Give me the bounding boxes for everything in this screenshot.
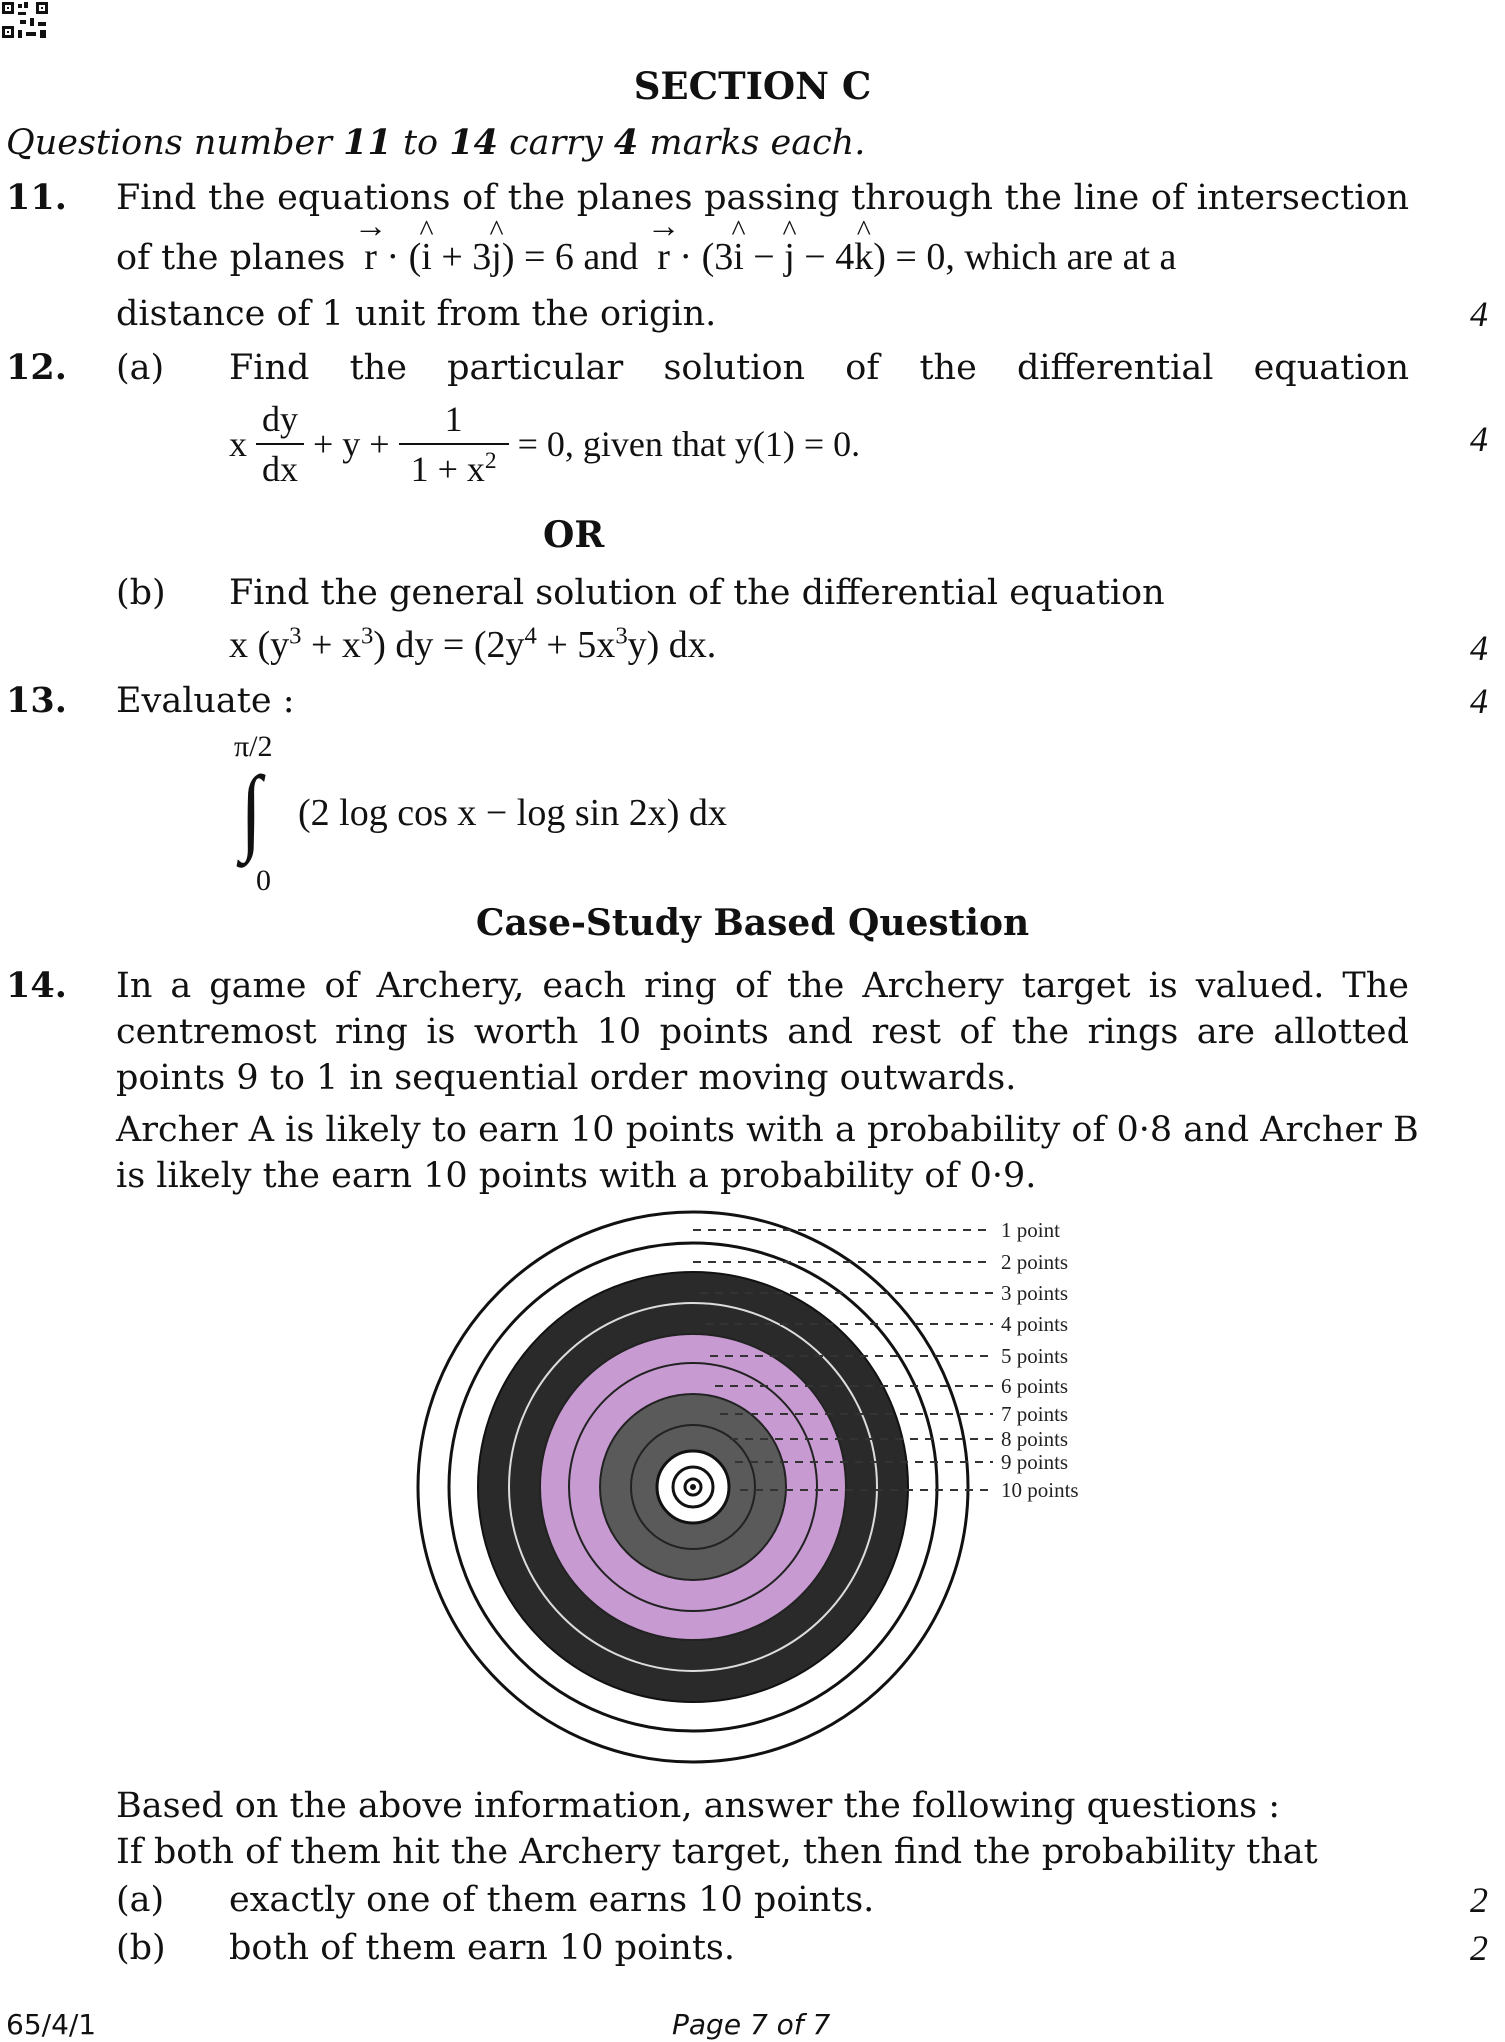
instructions-post: marks each. xyxy=(638,123,866,163)
q11-line-1: Find the equations of the planes passing through the line of intersection xyxy=(116,178,1409,218)
section-instructions xyxy=(6,120,865,166)
q11-line2-pre: of the planes xyxy=(116,238,346,278)
fraction-denominator xyxy=(399,445,509,493)
qr-code-icon xyxy=(0,0,52,42)
q14-p1-line-1: In a game of Archery, each ring of the Archery target is valued. The xyxy=(116,966,1409,1006)
vector-r-1: → r xyxy=(364,234,377,280)
fraction-dx: dx xyxy=(262,449,298,489)
or-separator: OR xyxy=(543,514,605,556)
q11-p1-open: ( xyxy=(408,236,422,278)
q13-text: Evaluate : xyxy=(116,681,295,721)
target-label-8: 8 points xyxy=(1001,1427,1069,1451)
q11-p2-minus: − xyxy=(743,236,785,278)
q11-p2-minus4: − 4 xyxy=(794,236,855,278)
q11-p1-mid: + 3 xyxy=(431,236,492,278)
q12b-marks: 4 xyxy=(1470,628,1488,668)
b-eq-5: y) dx. xyxy=(627,624,717,666)
eq-plus-y: + y + xyxy=(313,424,390,464)
fraction-numerator-1: 1 xyxy=(399,395,509,445)
target-label-1: 1 point xyxy=(1001,1218,1060,1242)
q13-marks: 4 xyxy=(1470,681,1488,721)
q14b-label: (b) xyxy=(116,1928,166,1968)
target-label-9: 9 points xyxy=(1001,1450,1069,1474)
instructions-num-from: 11 xyxy=(343,122,392,163)
footer-page: Page 7 of 7 xyxy=(672,2008,831,2041)
q14-after-2: If both of them hit the Archery target, then find the probability that xyxy=(116,1832,1318,1872)
eq-tail: = 0, given that y(1) = 0. xyxy=(517,424,861,464)
q14b-marks: 2 xyxy=(1470,1928,1488,1968)
fraction-dy-dx xyxy=(256,395,304,493)
instructions-pre: Questions number xyxy=(6,123,344,163)
target-label-6: 6 points xyxy=(1001,1374,1069,1398)
q12a-marks: 4 xyxy=(1470,419,1488,459)
section-title: SECTION C xyxy=(633,64,872,108)
q14-p1-line-2: centremost ring is worth 10 points and rest of the rings are allotted xyxy=(116,1012,1409,1052)
target-label-3: 3 points xyxy=(1001,1281,1069,1305)
q14b-text: both of them earn 10 points. xyxy=(229,1928,735,1968)
unit-vector-j-2: ^ j xyxy=(784,234,795,280)
q14-number: 14. xyxy=(6,965,67,1006)
vector-r-2: → r xyxy=(657,234,670,280)
unit-vector-i-2: ^ i xyxy=(733,234,744,280)
case-study-title: Case-Study Based Question xyxy=(475,902,1030,944)
target-label-7: 7 points xyxy=(1001,1402,1069,1426)
q11-p2-close: ) = 0, which are at a xyxy=(873,236,1177,278)
target-label-4: 4 points xyxy=(1001,1312,1069,1336)
q14-p2-line-1: Archer A is likely to earn 10 points with a probability of 0·8 and Archer B xyxy=(116,1110,1419,1150)
unit-vector-i-1: ^ i xyxy=(421,234,432,280)
denominator-base: 1 + x xyxy=(410,449,485,489)
b-eq-3: ) dy = (2y xyxy=(373,624,525,666)
unit-vector-j-1: ^ j xyxy=(491,234,502,280)
fraction-one-over xyxy=(399,395,509,493)
q12a-label: (a) xyxy=(116,348,165,388)
dot-operator-2: · xyxy=(679,236,693,278)
unit-vector-k: ^ k xyxy=(854,234,873,280)
b-sup-1: 3 xyxy=(289,622,302,650)
q11-p2-open: (3 xyxy=(701,236,734,278)
footer-code: 65/4/1 xyxy=(6,2008,97,2041)
q11-marks: 4 xyxy=(1470,294,1488,334)
instructions-marks: 4 xyxy=(613,122,639,163)
b-eq-2: + x xyxy=(301,624,361,666)
b-eq-4: + 5x xyxy=(536,624,616,666)
denominator-exponent: 2 xyxy=(484,448,497,474)
target-labels xyxy=(1001,1218,1079,1502)
q14a-label: (a) xyxy=(116,1880,165,1920)
q14a-text: exactly one of them earns 10 points. xyxy=(229,1880,875,1920)
q12b-label: (b) xyxy=(116,573,166,613)
q14-after-1: Based on the above information, answer the following questions : xyxy=(116,1786,1281,1826)
q14-p2-line-2: is likely the earn 10 points with a probability of 0·9. xyxy=(116,1156,1037,1196)
target-label-5: 5 points xyxy=(1001,1344,1069,1368)
integral-sign-icon: ∫ xyxy=(240,756,262,863)
q12b-text: Find the general solution of the differential equation xyxy=(229,573,1165,613)
q11-number: 11. xyxy=(6,177,67,218)
q12b-equation xyxy=(229,622,716,668)
b-eq-1: x (y xyxy=(229,624,290,666)
instructions-num-to: 14 xyxy=(449,122,498,163)
dot-operator-1: · xyxy=(386,236,400,278)
integrand: (2 log cos x − log sin 2x) dx xyxy=(298,792,727,834)
q11-line-3: distance of 1 unit from the origin. xyxy=(116,294,717,334)
archery-target-figure xyxy=(0,1200,1505,1780)
b-sup-3: 4 xyxy=(524,622,537,650)
integral-upper-limit: π/2 xyxy=(234,730,273,763)
target-center-dot xyxy=(690,1484,696,1490)
fraction-dy: dy xyxy=(256,395,304,445)
integral-lower-limit: 0 xyxy=(256,864,271,897)
eq-x: x xyxy=(229,424,247,464)
q11-line-2 xyxy=(116,234,1176,281)
instructions-mid: to xyxy=(391,123,450,163)
b-sup-2: 3 xyxy=(360,622,374,650)
b-sup-4: 3 xyxy=(615,622,628,650)
q14-p1-line-3: points 9 to 1 in sequential order moving outwards. xyxy=(116,1058,1017,1098)
q12-number: 12. xyxy=(6,347,67,388)
target-label-2: 2 points xyxy=(1001,1250,1069,1274)
instructions-mid2: carry xyxy=(497,123,614,163)
q11-p1-close: ) = 6 and xyxy=(501,236,639,278)
target-rings xyxy=(418,1212,968,1762)
target-label-10: 10 points xyxy=(1001,1478,1079,1502)
q12a-text: Find the particular solution of the differential equation xyxy=(229,348,1409,388)
q12a-equation xyxy=(229,395,860,493)
q14a-marks: 2 xyxy=(1470,1880,1488,1920)
q13-number: 13. xyxy=(6,680,67,721)
